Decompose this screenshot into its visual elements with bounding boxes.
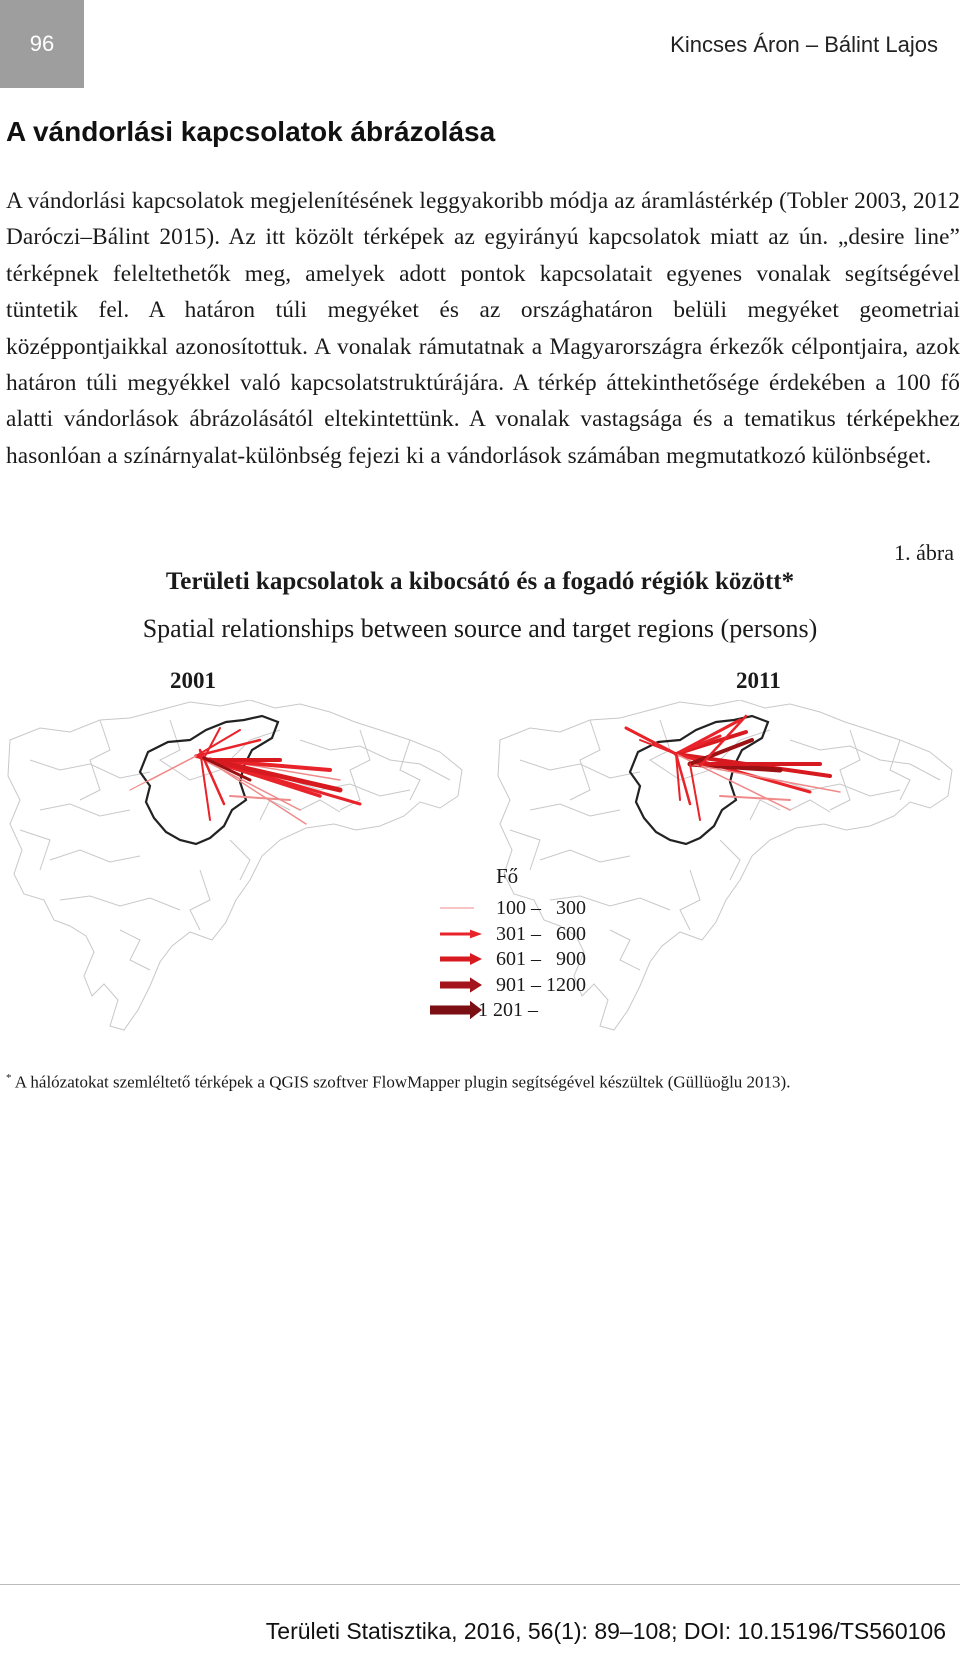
footnote-marker: * [6,1072,12,1084]
legend-row [430,998,670,1022]
legend-row [430,973,670,997]
legend-label: 100 – 300 [496,897,586,919]
hungary-border [630,716,768,844]
footer-citation: Területi Statisztika, 2016, 56(1): 89–108; DOI: 10.15196/TS560106 [265,1618,946,1644]
legend-row [430,896,670,920]
legend-arrow-icon [430,947,490,971]
legend-arrow-icon [430,973,490,997]
figure-title: Területi kapcsolatok a kibocsátó és a fogadó régiók között* [165,568,795,595]
legend-row [430,947,670,971]
running-head: Kincses Áron – Bálint Lajos [670,32,938,57]
county-boundaries [8,700,462,1030]
figure-label: 1. ábra [894,540,954,565]
flow-map-2001 [0,700,470,1060]
legend-title: Fő [496,864,519,888]
legend-label: 901 – 1200 [496,973,586,996]
flow-lines-2001 [130,728,360,824]
flow-lines-2011 [626,716,840,820]
legend-label: 301 – 600 [496,922,586,945]
year-label-2001: 2001 [170,668,216,693]
page-number: 96 [0,0,84,88]
figure-footnote [6,1064,956,1097]
legend-label: 1 201 – [478,999,538,1021]
legend-label: 601 – 900 [496,948,586,970]
footer-rule [0,1584,960,1585]
legend-arrow-icon [430,896,490,920]
map-legend [430,860,670,1035]
legend-row [430,922,670,946]
body-paragraph: A vándorlási kapcsolatok megjelenítésének leggyakoribb módja az áramlástérkép (Tobler 2003, 2012 Daróczi–Bálint 2015). Az itt közölt térképek az egyirányú kapcsolatok miatt az ún. „desire line” térképnek feleltethetők meg, amelyek adott pontok kapcsolatait egyenes vonalak segítségével tüntetik fel. A határon túli megyéket és az országhatáron belüli megyéket geometriai középpontjaikkal azonosítottuk. A vonalak rámutatnak a Magyarországra érkezők célpontjaira, azok határon túli megyékkel való kapcsolatstruktúrájára. A térkép áttekinthetősége érdekében a 100 fő alatti vándorlások ábrázolásától eltekintettünk. A vonalak vastagsága és a tematikus térképekhez hasonlóan a színárnyalat-különbség fejezi ki a vándorlások számában megmutatkozó különbséget. [6,188,960,469]
year-label-2011: 2011 [736,668,781,693]
legend-arrow-icon [430,922,490,946]
footnote-text: A hálózatokat szemléltető térképek a QGIS szoftver FlowMapper plugin segítségével készültek (Güllüoğlu 2013). [11,1072,791,1092]
section-title: A vándorlási kapcsolatok ábrázolása [6,116,496,147]
figure-subtitle: Spatial relationships between source and target regions (persons) [142,614,818,643]
hungary-border [140,716,278,844]
